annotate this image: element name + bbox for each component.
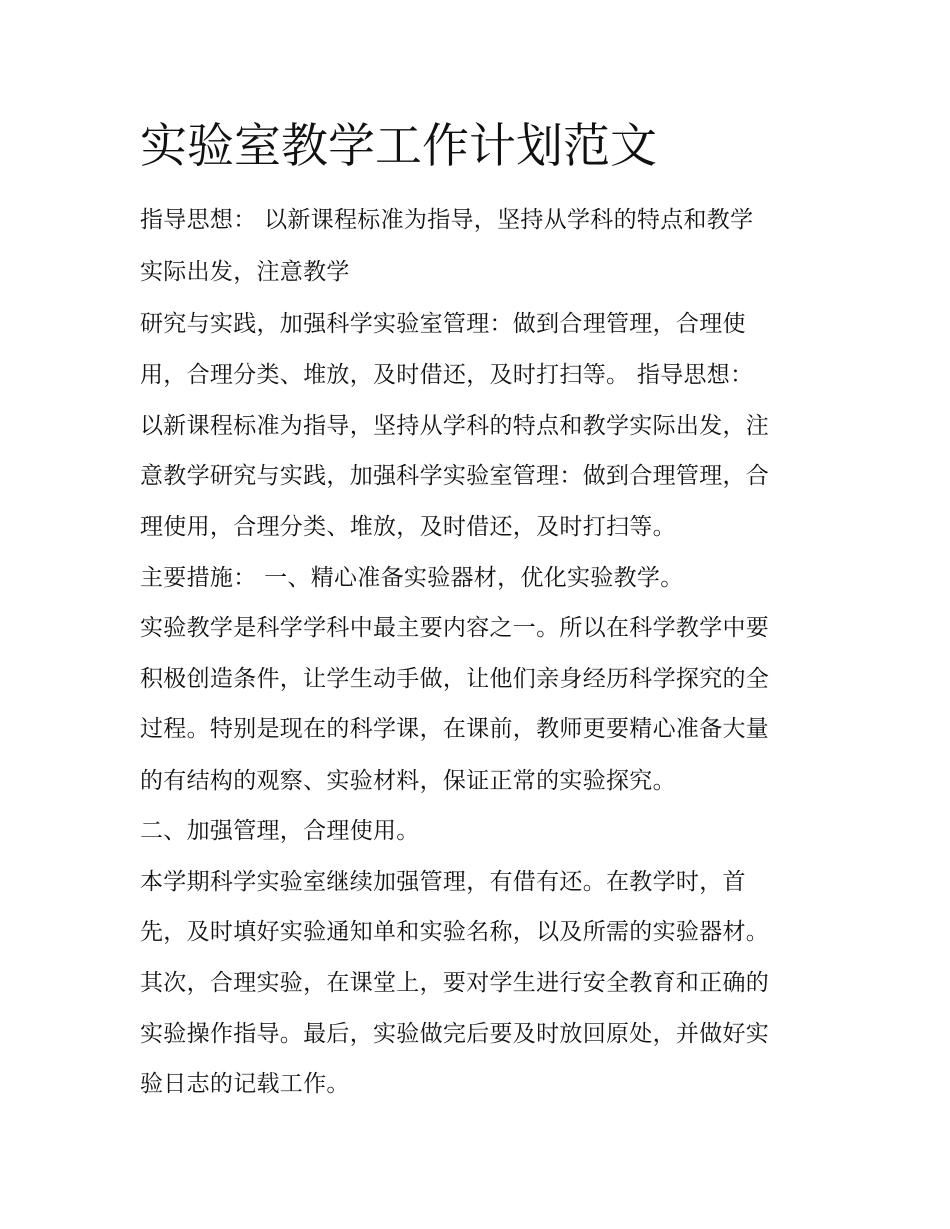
text-line: 主要措施： 一、精心准备实验器材，优化实验教学。 [140, 565, 684, 591]
text-line: 实验操作指导。最后，实验做完后要及时放回原处，并做好实 [140, 1021, 770, 1047]
text-line: 以新课程标准为指导，坚持从学科的特点和教学实际出发，注 [140, 413, 770, 439]
text-line: 意教学研究与实践，加强科学实验室管理：做到合理管理，合 [140, 463, 770, 489]
text-line: 本学期科学实验室继续加强管理，有借有还。在教学时，首 [140, 869, 746, 895]
text-line: 其次，合理实验，在课堂上，要对学生进行安全教育和正确的 [140, 970, 770, 996]
text-line: 二、加强管理，合理使用。 [140, 818, 420, 844]
text-line: 指导思想： 以新课程标准为指导，坚持从学科的特点和教学 [140, 207, 754, 233]
document-page [140, 0, 820, 1229]
text-line: 先，及时填好实验通知单和实验名称，以及所需的实验器材。 [140, 919, 770, 945]
text-line: 研究与实践，加强科学实验室管理：做到合理管理，合理使 [140, 311, 746, 337]
document-title: 实验室教学工作计划范文 [140, 119, 657, 174]
text-line: 的有结构的观察、实验材料，保证正常的实验探究。 [140, 768, 676, 794]
text-line: 过程。特别是现在的科学课，在课前，教师更要精心准备大量 [140, 716, 770, 742]
text-line: 理使用，合理分类、堆放，及时借还，及时打扫等。 [140, 514, 676, 540]
text-line: 用，合理分类、堆放，及时借还，及时打扫等。 指导思想： [140, 362, 754, 388]
text-line: 实际出发，注意教学 [140, 259, 350, 285]
text-line: 积极创造条件，让学生动手做，让他们亲身经历科学探究的全 [140, 666, 770, 692]
text-line: 实验教学是科学学科中最主要内容之一。所以在科学教学中要 [140, 615, 770, 641]
text-line: 验日志的记载工作。 [140, 1071, 350, 1097]
